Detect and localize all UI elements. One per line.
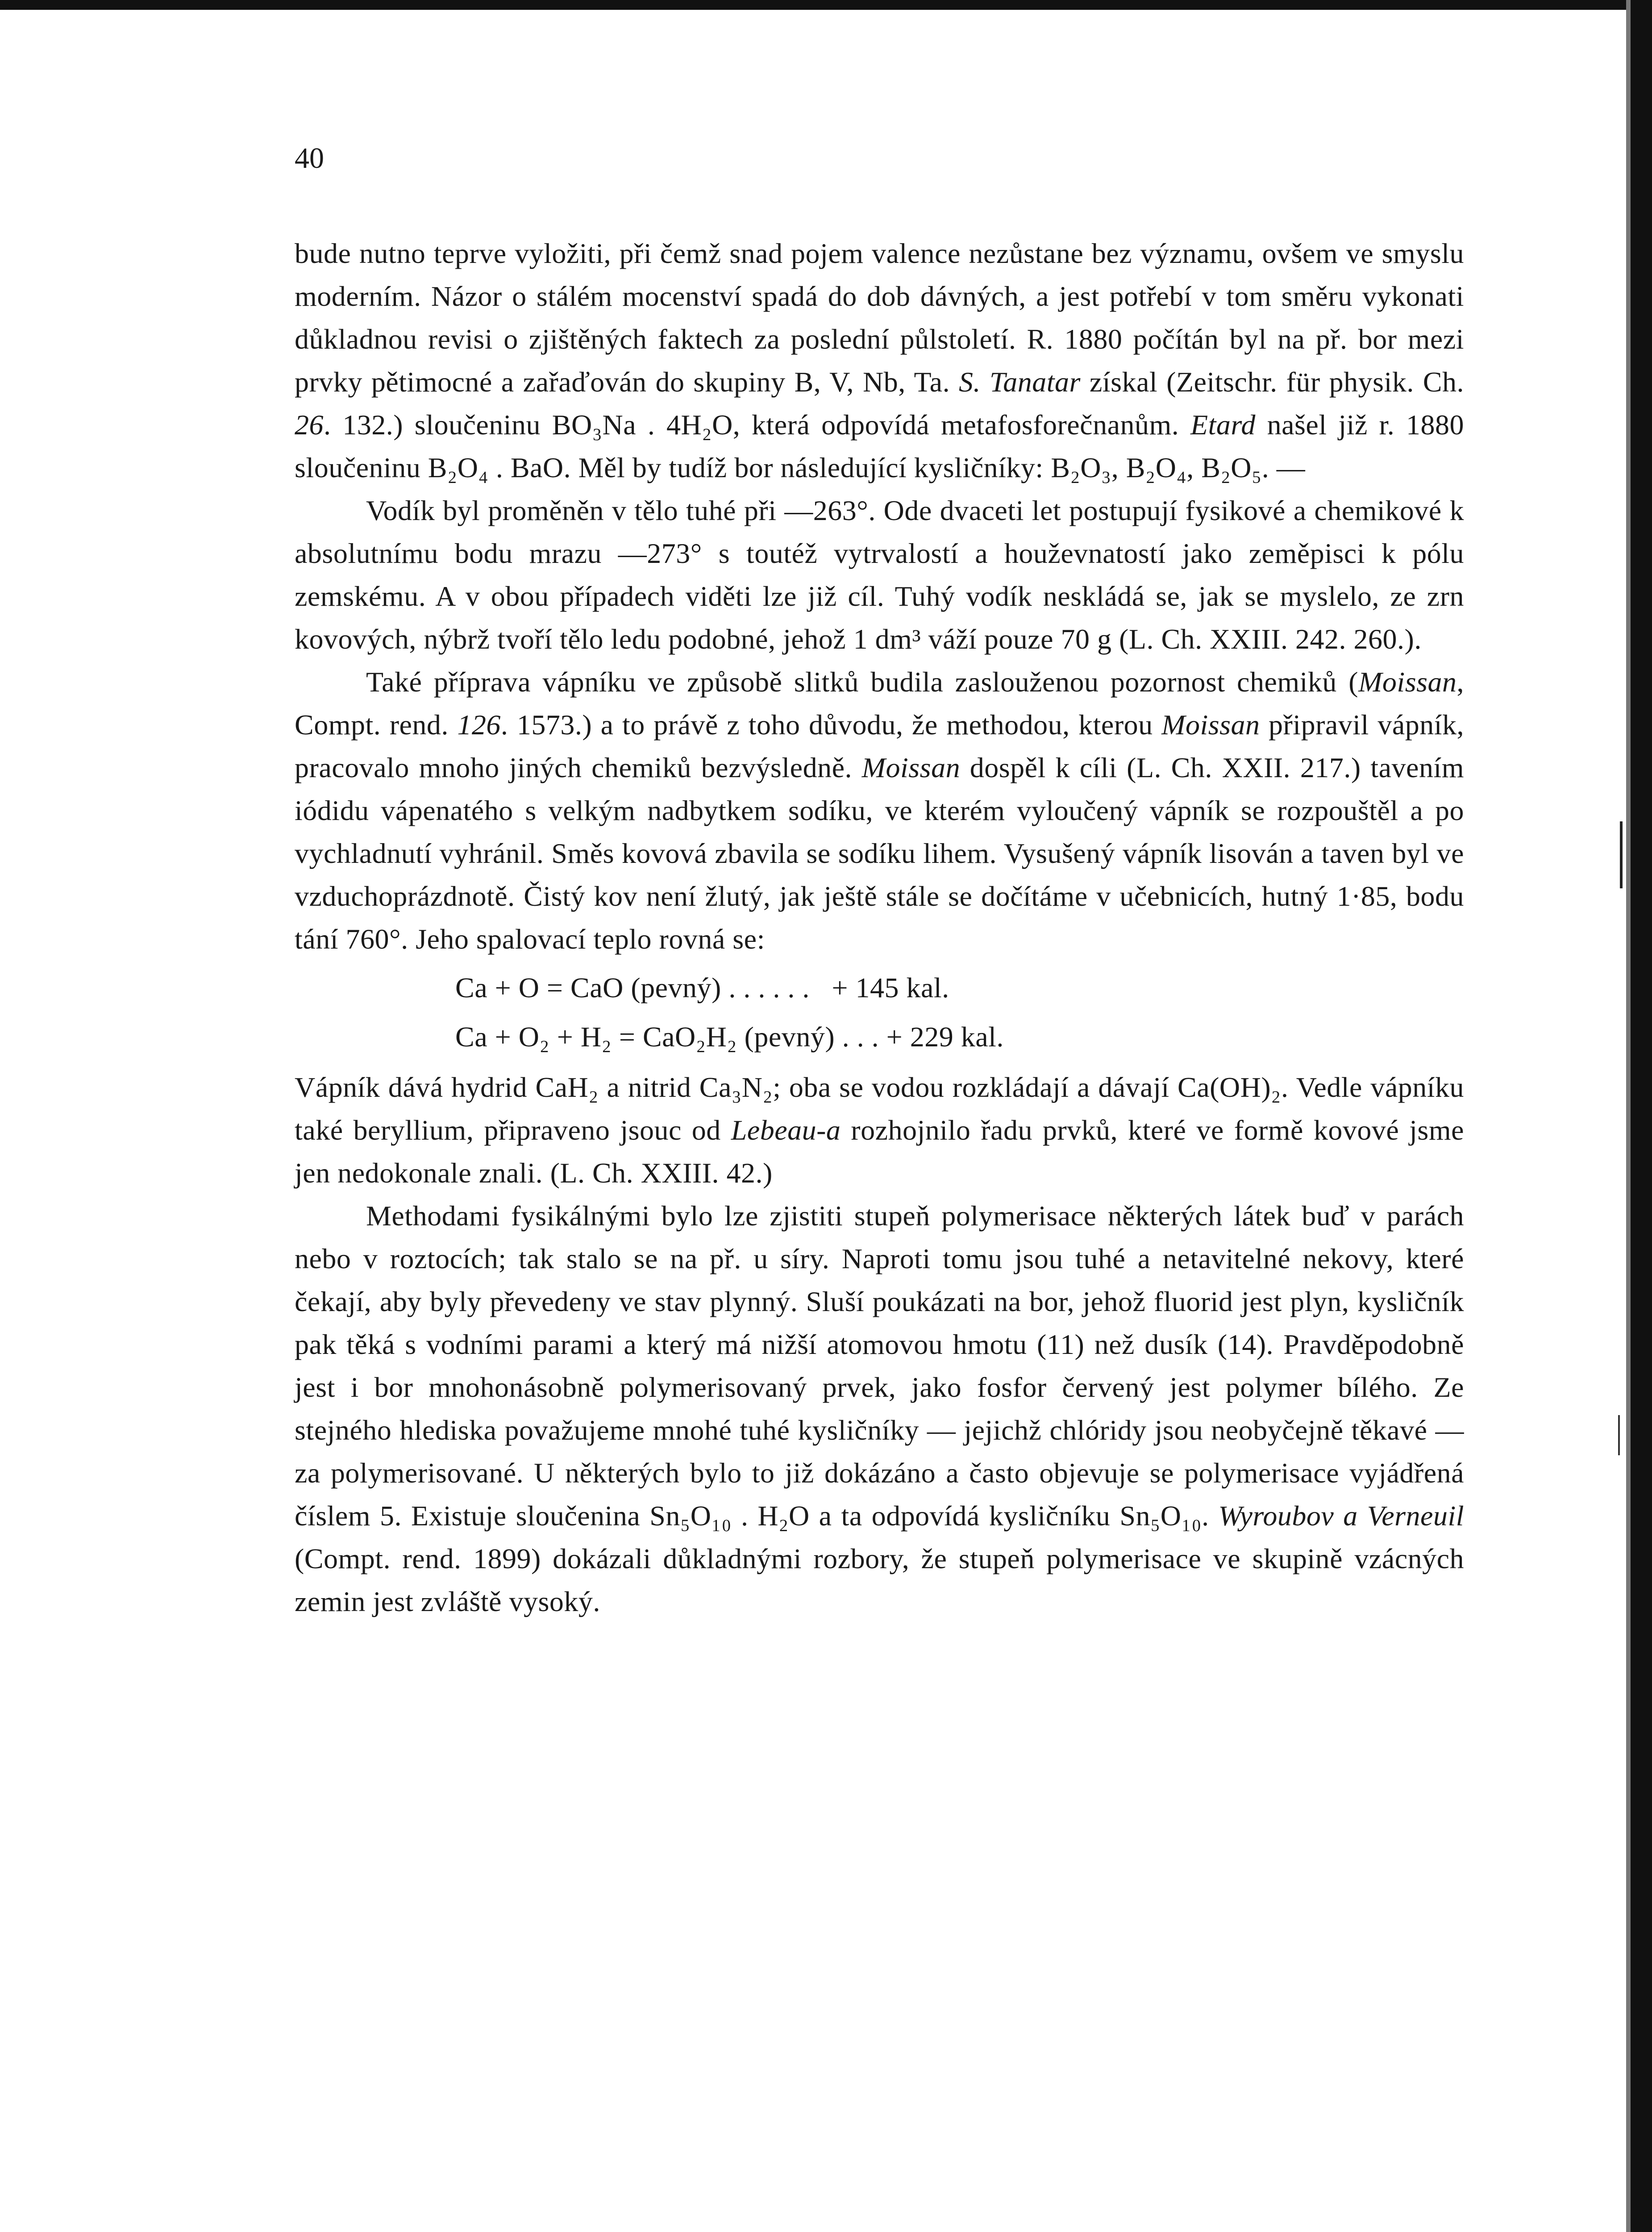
equations: [295, 963, 1464, 1062]
scan-edge-mark: [1618, 1415, 1620, 1455]
page-number: 40: [295, 142, 324, 175]
scan-border-shadow: [1626, 0, 1631, 2232]
volume-number: 126: [457, 709, 501, 741]
scan-border-top: [0, 0, 1652, 10]
author-name: S. Tanatar: [959, 366, 1081, 398]
author-name: Etard: [1190, 409, 1256, 441]
paragraph: Methodami fysikálnými bylo lze zjistiti stupeň polymerisace některých látek buď v parách nebo v roztocích; tak stalo se na př. u síry. Naproti tomu jsou tuhé a netavitelné nekovy, které čekají, aby byly převedeny ve stav plynný. Sluší poukázati na bor, jehož fluorid jest plyn, kysličník pak těká s vodními parami a který má nižší atomovou hmotu (11) než dusík (14). Pravděpodobně jest i bor mnohonásobně polymerisovaný prvek, jako fosfor červený jest polymer bílého. Ze stejného hlediska považujeme mnohé tuhé kysličníky — jejichž chlóridy jsou neobyčejně těkavé — za polymerisované. U některých bylo to již dokázáno a často objevuje se polymerisace vyjádřená číslem 5. Existuje sloučenina Sn₅O₁₀ . H₂O a ta odpovídá kysličníku Sn₅O₁₀. Wyroubov a Verneuil (Compt. rend. 1899) dokázali důkladnými rozbory, že stupeň polymerisace ve skupině vzácných zemin jest zvláště vysoký.: [295, 1200, 1465, 1617]
author-name: Moissan: [1358, 666, 1457, 698]
equation: Ca + O = CaO (pevný) . . . . . . + 145 kal.: [455, 972, 949, 1004]
author-name: Lebeau-a: [731, 1114, 841, 1146]
body-text: [295, 232, 1464, 1623]
volume-number: 26: [295, 409, 324, 441]
author-name: Moissan: [1161, 709, 1260, 741]
paragraph: Také příprava vápníku ve způsobě slitků budila zaslouženou pozornost chemiků (Moissan, Compt. rend. 126. 1573.) a to právě z toho důvodu, že methodou, kterou Moissan připravil vápník, pracovalo mnoho jiných chemiků bezvýsledně. Moissan dospěl k cíli (L. Ch. XXII. 217.) tavením iódidu vápenatého s velkým nadbytkem sodíku, ve kterém vyloučený vápník se rozpouštěl a po vychladnutí vyhránil. Směs kovová zbavila se sodíku lihem. Vysušený vápník lisován a taven byl ve vzduchoprázdnotě. Čistý kov není žlutý, jak ještě stále se dočítáme v učebnicích, hutný 1·85, bodu tání 760°. Jeho spalovací teplo rovná se:: [295, 666, 1465, 955]
paragraph: Vápník dává hydrid CaH₂ a nitrid Ca₃N₂; oba se vodou rozkládají a dávají Ca(OH)₂. Vedle vápníku také beryllium, připraveno jsouc od Lebeau-a rozhojnilo řadu prvků, které ve formě kovové jsme jen nedokonale znali. (L. Ch. XXIII. 42.): [295, 1071, 1465, 1189]
paragraph: Vodík byl proměněn v tělo tuhé při —263°. Ode dvaceti let postupují fysikové a chemikové k absolutnímu bodu mrazu —273° s toutéž vytrvalostí a houževnatostí jako zeměpisci k pólu zemskému. A v obou případech viděti lze již cíl. Tuhý vodík neskládá se, jak se myslelo, ze zrn kovových, nýbrž tvoří tělo ledu podobné, jehož 1 dm³ váží pouze 70 g (L. Ch. XXIII. 242. 260.).: [295, 495, 1464, 655]
author-name: Moissan: [861, 752, 961, 783]
equation: Ca + O₂ + H₂ = CaO₂H₂ (pevný) . . . + 229 kal.: [455, 1021, 1004, 1053]
scan-edge-mark: [1620, 821, 1623, 888]
paragraph: bude nutno teprve vyložiti, při čemž snad pojem valence nezůstane bez významu, ovšem ve smyslu moderním. Názor o stálém mocenství spadá do dob dávných, a jest potřebí v tom směru vykonati důkladnou revisi o zjištěných faktech za poslední půlstoletí. R. 1880 počítán byl na př. bor mezi prvky pětimocné a zařaďován do skupiny B, V, Nb, Ta. S. Tanatar získal (Zeitschr. für physik. Ch. 26. 132.) sloučeninu BO₃Na . 4H₂O, která odpovídá metafosforečnanům. Etard našel již r. 1880 sloučeninu B₂O₄ . BaO. Měl by tudíž bor následující kysličníky: B₂O₃, B₂O₄, B₂O₅. —: [295, 237, 1465, 483]
author-name: Wyroubov a Verneuil: [1218, 1500, 1465, 1532]
scan-border-right: [1631, 0, 1652, 2232]
